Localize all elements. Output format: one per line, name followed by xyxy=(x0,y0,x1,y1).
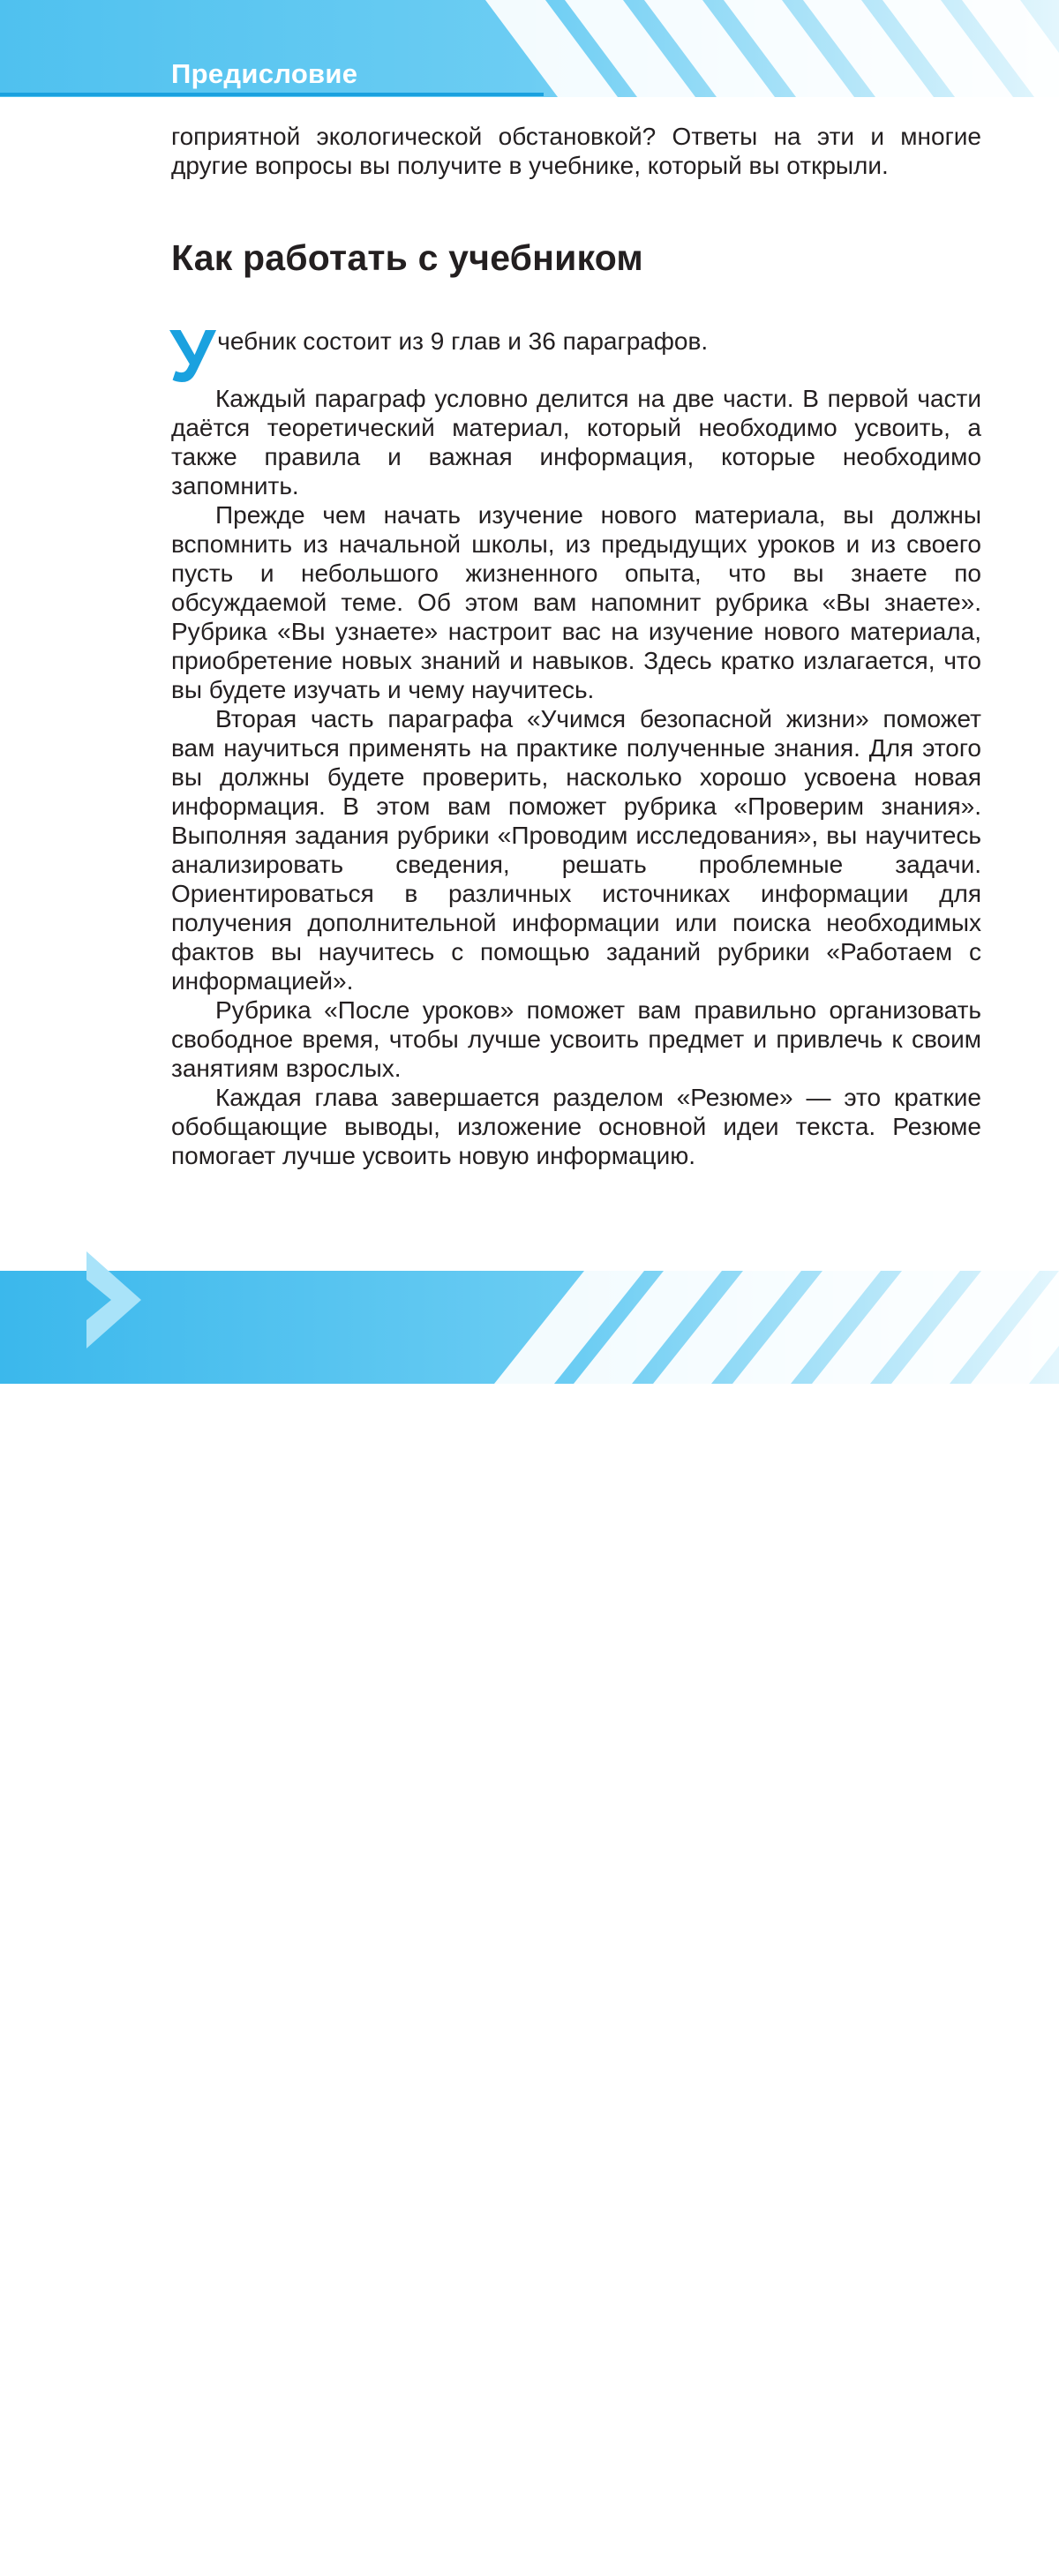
header-band xyxy=(0,0,1059,100)
page-number: 4 xyxy=(169,2538,188,2575)
body-paragraph: Каждая глава завершается разделом «Резюме» — это краткие обобщающие выводы, изложение основной идеи текста. Резюме помогает лучше усвоить новую информацию. xyxy=(171,1084,981,1169)
running-header-title: Предисловие xyxy=(171,58,358,89)
intro-paragraph xyxy=(169,314,981,397)
page-body xyxy=(171,122,981,1170)
body-paragraph: Вторая часть параграфа «Учимся безопасной жизни» поможет вам научиться применять на практике полученные знания. Для этого вы должны будете проверить, насколько хорошо усвоена новая информация. В этом вам поможет рубрика «Проверим знания». Выполняя задания рубрики «Проводим исследования», вы научитесь анализировать сведения, решать проблемные задачи. Ориентироваться в различных источниках информации для получения дополнительной информации или поиска необходимых фактов вы научитесь с помощью заданий рубрики «Работаем с информацией». xyxy=(171,705,981,995)
continuation-paragraph: гоприятной экологической обстановкой? Ответы на эти и многие другие вопросы вы получите в учебнике, который вы открыли. xyxy=(171,123,981,179)
section-heading: Как работать с учебником xyxy=(171,237,643,278)
footer-band xyxy=(0,1251,1059,2575)
body-paragraph: Каждый параграф условно делится на две части. В первой части даётся теоретический материал, который необходимо усвоить, а также правила и важная информация, которые необходимо запомнить. xyxy=(171,385,981,499)
footer-stripes-graphic xyxy=(0,1251,1059,1408)
intro-text: чебник состоит из 9 глав и 36 параграфов. xyxy=(217,327,709,355)
body-paragraph: Прежде чем начать изучение нового материала, вы должны вспомнить из начальной школы, из предыдущих уроков и из своего пусть и небольшого жизненного опыта, что вы знаете по обсуждаемой теме. Об этом вам напомнит рубрика «Вы знаете». Рубрика «Вы узнаете» настроит вас на изучение нового материала, приобретение новых знаний и навыков. Здесь кратко излагается, что вы будете изучать и чему научитесь. xyxy=(171,501,981,703)
body-paragraph: Рубрика «После уроков» поможет вам правильно организовать свободное время, чтобы лучше усвоить предмет и привлечь к своим занятиям взрослых. xyxy=(171,996,981,1082)
drop-cap-letter: У xyxy=(169,314,216,397)
header-stripes-graphic xyxy=(0,0,1059,100)
